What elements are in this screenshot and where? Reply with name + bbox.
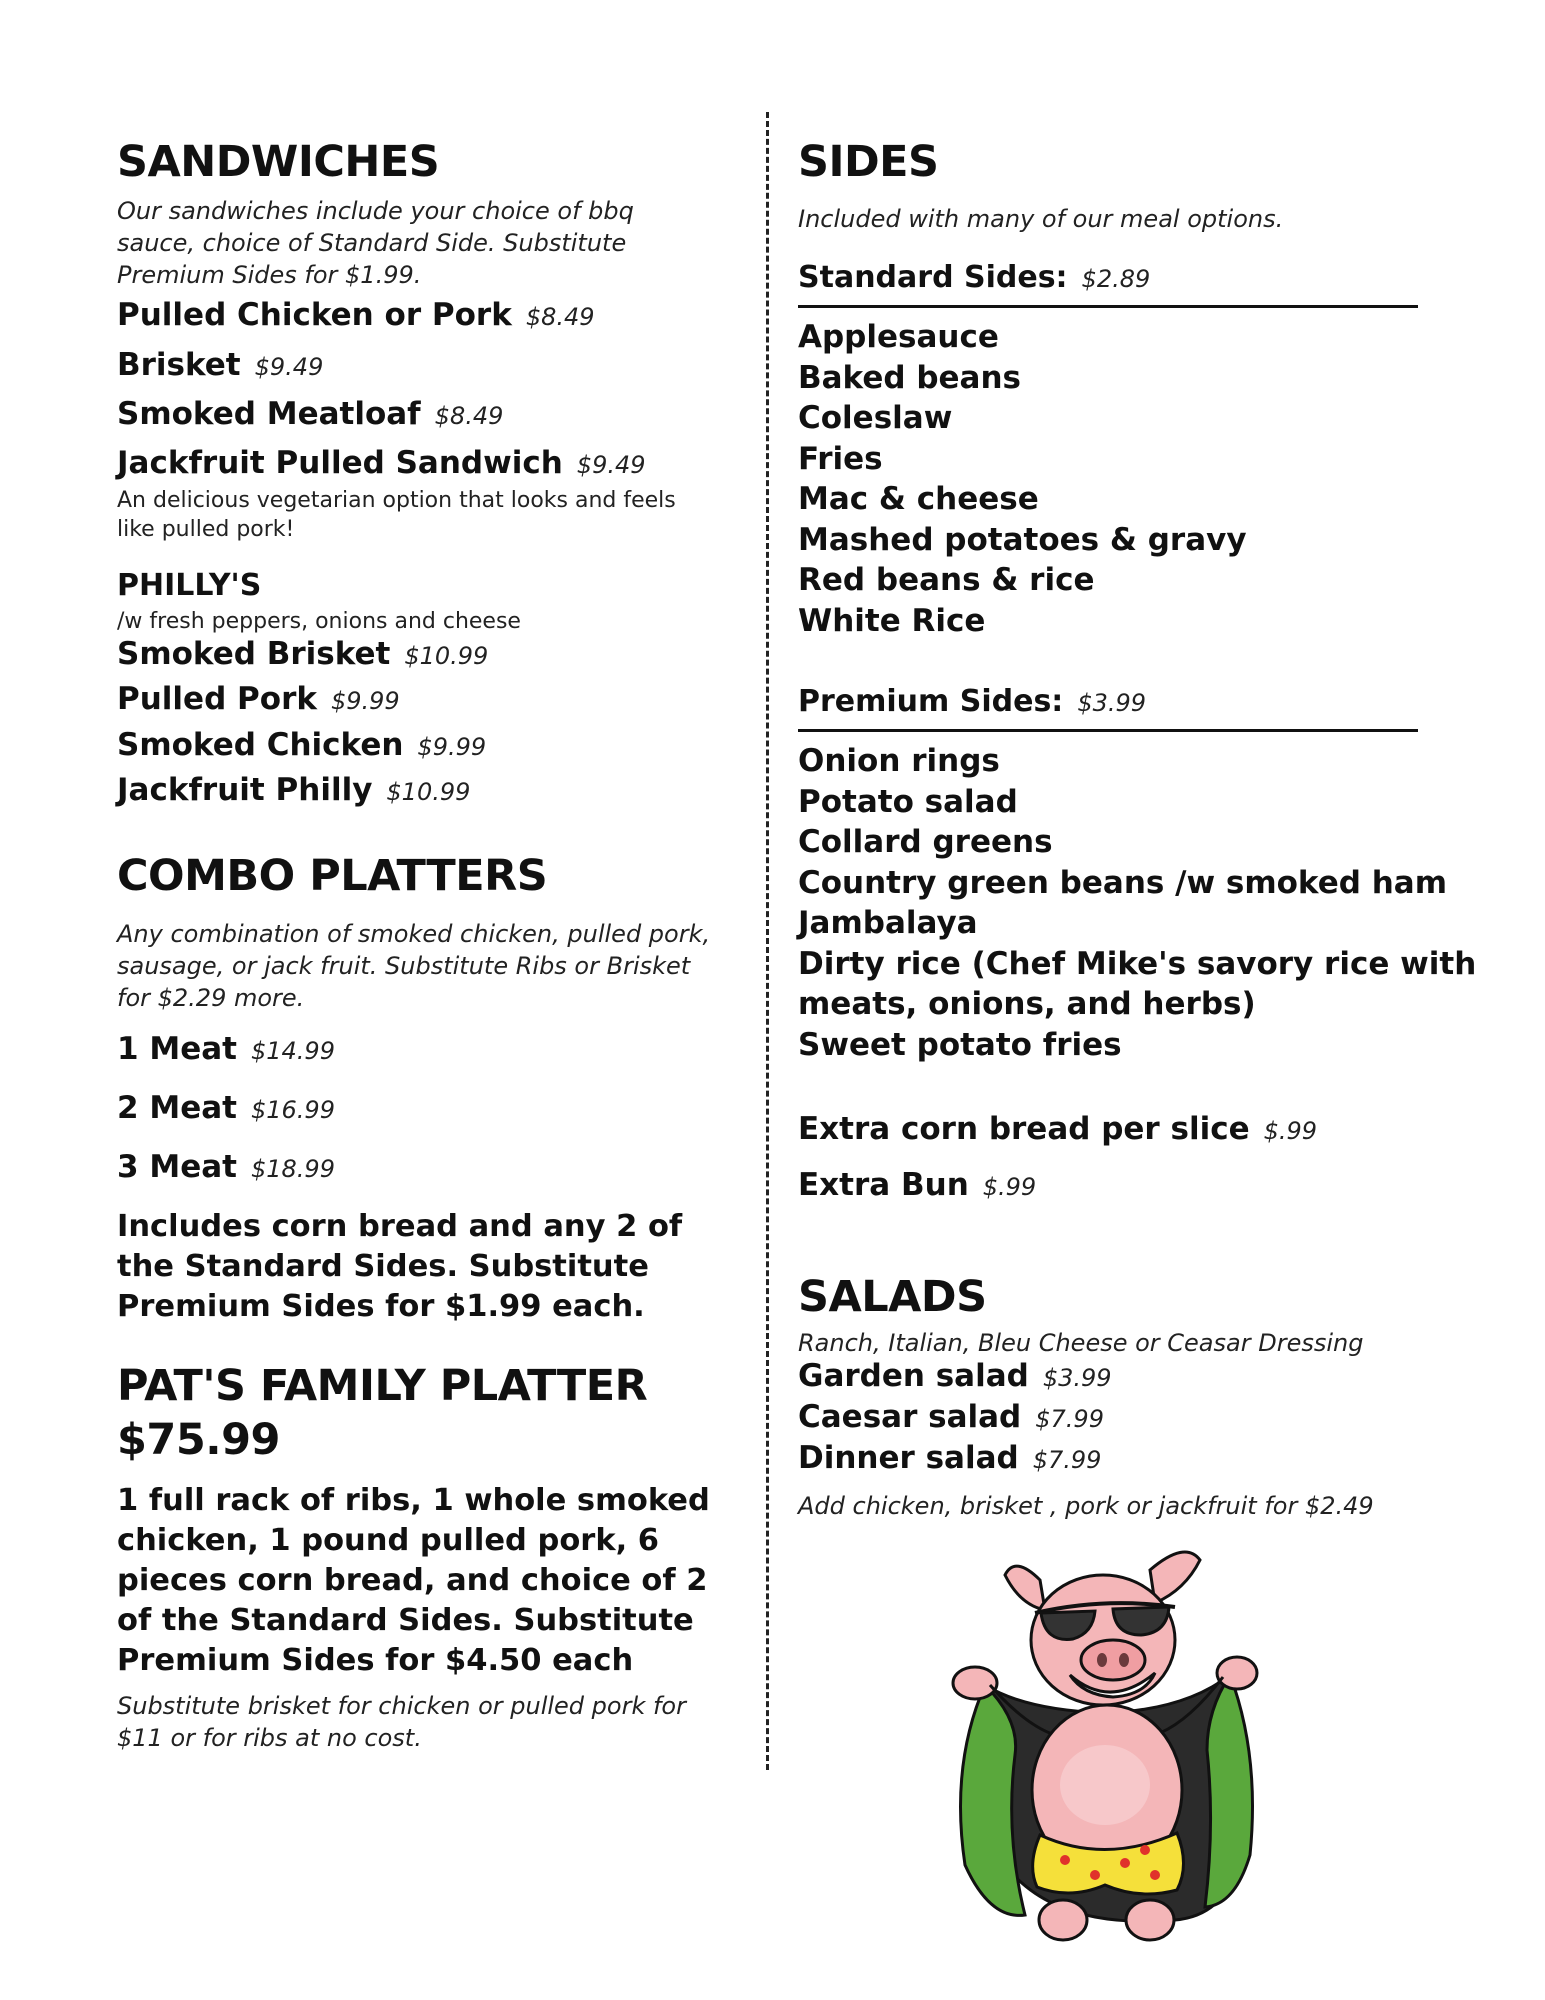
list-item: Collard greens bbox=[798, 824, 1053, 860]
item-price: $14.99 bbox=[250, 1037, 335, 1065]
item-name: Brisket bbox=[117, 347, 241, 383]
premium-sides-label: Premium Sides: bbox=[798, 684, 1064, 719]
item-name: Pulled Chicken or Pork bbox=[117, 297, 512, 333]
menu-item bbox=[117, 1149, 335, 1186]
item-price: $16.99 bbox=[250, 1096, 335, 1124]
standard-sides-price: $2.89 bbox=[1081, 265, 1151, 293]
combo-title: COMBO PLATTERS bbox=[117, 851, 548, 901]
pig-mascot-illustration bbox=[945, 1535, 1265, 1955]
item-name: Garden salad bbox=[798, 1358, 1029, 1394]
menu-item bbox=[117, 445, 646, 482]
phillys-description: /w fresh peppers, onions and cheese bbox=[117, 609, 521, 634]
item-name: Jackfruit Pulled Sandwich bbox=[117, 445, 563, 481]
premium-sides-header bbox=[798, 684, 1146, 720]
menu-item bbox=[117, 347, 323, 384]
menu-item bbox=[798, 1358, 1112, 1395]
family-title: PAT'S FAMILY PLATTER bbox=[117, 1361, 648, 1411]
sides-title: SIDES bbox=[798, 137, 939, 187]
item-price: $9.99 bbox=[330, 687, 400, 715]
item-price: $7.99 bbox=[1035, 1405, 1104, 1433]
item-price: $.99 bbox=[982, 1173, 1037, 1201]
menu-item bbox=[117, 1090, 335, 1127]
list-item: Coleslaw bbox=[798, 400, 953, 436]
salads-title: SALADS bbox=[798, 1272, 987, 1322]
premium-sides-price: $3.99 bbox=[1077, 689, 1147, 717]
item-price: $18.99 bbox=[250, 1155, 335, 1183]
list-item: Jambalaya bbox=[798, 905, 978, 941]
family-price: $75.99 bbox=[117, 1415, 280, 1465]
list-item: Sweet potato fries bbox=[798, 1026, 1122, 1063]
list-item: Red beans & rice bbox=[798, 562, 1095, 598]
sandwiches-title: SANDWICHES bbox=[117, 137, 440, 187]
menu-item bbox=[798, 1111, 1317, 1148]
item-name: Dinner salad bbox=[798, 1440, 1019, 1476]
item-name: Smoked Chicken bbox=[117, 727, 404, 763]
list-item: Dirty rice (Chef Mike's savory rice with bbox=[798, 945, 1477, 982]
standard-sides-label: Standard Sides: bbox=[798, 260, 1068, 295]
item-price: $9.49 bbox=[576, 451, 646, 479]
item-name: Extra corn bread per slice bbox=[798, 1111, 1250, 1147]
sandwiches-description: Our sandwiches include your choice of bbq sauce, choice of Standard Side. Substitute Premium Sides for $1.99. bbox=[117, 197, 634, 289]
item-name: Jackfruit Philly bbox=[117, 772, 373, 808]
menu-item bbox=[117, 396, 503, 433]
standard-sides-header bbox=[798, 260, 1150, 296]
list-item: Onion rings bbox=[798, 743, 1000, 779]
item-name: 3 Meat bbox=[117, 1149, 237, 1185]
list-item: Potato salad bbox=[798, 783, 1018, 820]
jackfruit-note: An delicious vegetarian option that looks and feels like pulled pork! bbox=[117, 488, 676, 542]
list-item: Mashed potatoes & gravy bbox=[798, 521, 1247, 558]
item-name: Smoked Meatloaf bbox=[117, 396, 421, 432]
premium-sides-rule bbox=[798, 729, 1418, 732]
sides-description: Included with many of our meal options. bbox=[798, 205, 1284, 233]
item-name: Caesar salad bbox=[798, 1399, 1022, 1435]
item-name: Pulled Pork bbox=[117, 681, 317, 717]
item-name: Smoked Brisket bbox=[117, 636, 391, 672]
item-price: $9.49 bbox=[254, 353, 324, 381]
family-description: 1 full rack of ribs, 1 whole smoked chicken, 1 pound pulled pork, 6 pieces corn bread, and choice of 2 of the Standard Sides. Substitute Premium Sides for $4.50 each bbox=[117, 1483, 710, 1678]
list-item: Fries bbox=[798, 440, 883, 477]
list-item: Country green beans /w smoked ham bbox=[798, 864, 1448, 901]
menu-item bbox=[798, 1440, 1101, 1477]
item-name: Extra Bun bbox=[798, 1167, 969, 1203]
menu-item bbox=[117, 727, 486, 764]
item-price: $9.99 bbox=[417, 733, 487, 761]
menu-item bbox=[117, 681, 400, 718]
phillys-title: PHILLY'S bbox=[117, 568, 262, 603]
premium-sides-list bbox=[798, 741, 1476, 1065]
item-price: $7.99 bbox=[1032, 1446, 1102, 1474]
combo-description: Any combination of smoked chicken, pulled pork, sausage, or jack fruit. Substitute Ribs or Brisket for $2.29 more. bbox=[117, 920, 711, 1012]
menu-item bbox=[117, 1031, 335, 1068]
list-item: Baked beans bbox=[798, 359, 1021, 396]
item-price: $10.99 bbox=[404, 642, 489, 670]
item-price: $3.99 bbox=[1042, 1364, 1112, 1392]
list-item: Mac & cheese bbox=[798, 481, 1039, 517]
item-name: 1 Meat bbox=[117, 1031, 237, 1067]
menu-item bbox=[117, 636, 488, 673]
menu-item bbox=[798, 1167, 1036, 1204]
item-price: $8.49 bbox=[434, 402, 504, 430]
list-item: meats, onions, and herbs) bbox=[798, 986, 1256, 1022]
item-name: 2 Meat bbox=[117, 1090, 237, 1126]
column-divider bbox=[766, 112, 769, 1770]
menu-item bbox=[798, 1399, 1104, 1436]
family-note: Substitute brisket for chicken or pulled pork for $11 or for ribs at no cost. bbox=[117, 1692, 686, 1752]
list-item: Applesauce bbox=[798, 319, 999, 355]
salads-addon: Add chicken, brisket , pork or jackfruit for $2.49 bbox=[798, 1492, 1374, 1520]
standard-sides-list bbox=[798, 317, 1247, 641]
standard-sides-rule bbox=[798, 305, 1418, 308]
item-price: $8.49 bbox=[525, 303, 595, 331]
salads-description: Ranch, Italian, Bleu Cheese or Ceasar Dressing bbox=[798, 1329, 1364, 1357]
menu-item bbox=[117, 297, 595, 334]
item-price: $10.99 bbox=[386, 778, 471, 806]
combo-includes: Includes corn bread and any 2 of the Standard Sides. Substitute Premium Sides for $1.99 each. bbox=[117, 1209, 683, 1324]
menu-item bbox=[117, 772, 470, 809]
list-item: White Rice bbox=[798, 602, 986, 639]
item-price: $.99 bbox=[1263, 1117, 1318, 1145]
